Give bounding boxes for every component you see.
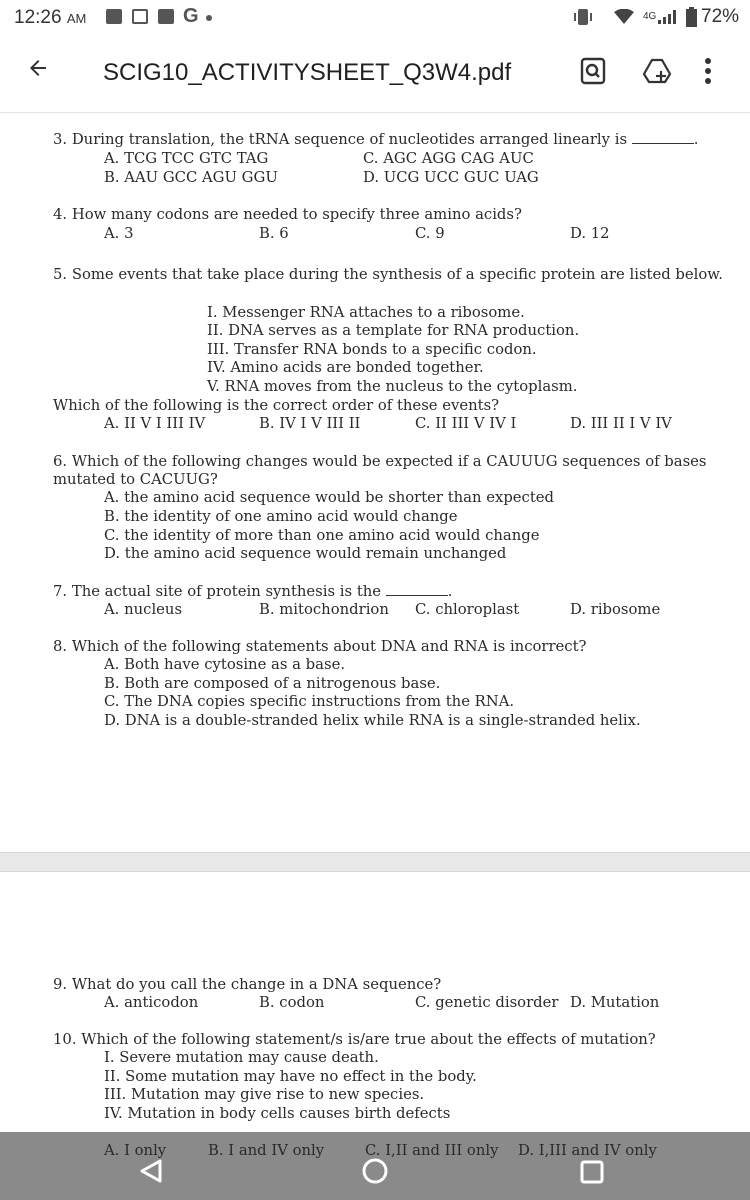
question-10-item: II. Some mutation may have no effect in the body. <box>104 1068 477 1085</box>
question-8-option-b: B. Both are composed of a nitrogenous base. <box>104 675 441 692</box>
question-3-stem: 3. During translation, the tRNA sequence of nucleotides arranged linearly is . <box>53 131 699 148</box>
question-4-option-a: A. 3 <box>104 225 134 242</box>
question-5-option-b: B. IV I V III II <box>259 415 361 432</box>
home-circle-icon[interactable] <box>361 1157 389 1185</box>
document-title: SCIG10_ACTIVITYSHEET_Q3W4.pdf <box>103 59 512 86</box>
app-toolbar <box>0 34 750 113</box>
question-4-option-b: B. 6 <box>259 225 289 242</box>
back-triangle-icon[interactable] <box>138 1158 164 1184</box>
question-5-event: II. DNA serves as a template for RNA production. <box>207 322 580 339</box>
wifi-icon <box>614 9 634 25</box>
status-time-value: 12:26 <box>14 7 62 28</box>
question-5-event: IV. Amino acids are bonded together. <box>207 359 484 376</box>
question-7-option-a: A. nucleus <box>104 601 183 618</box>
question-5-option-d: D. III II I V IV <box>570 415 672 432</box>
recents-square-icon[interactable] <box>579 1159 605 1185</box>
battery-icon <box>686 7 697 27</box>
question-10-stem: 10. Which of the following statement/s is/are true about the effects of mutation? <box>53 1031 656 1048</box>
network-type: 4G <box>643 11 657 22</box>
question-10-item: III. Mutation may give rise to new species. <box>104 1086 425 1103</box>
question-10-item: I. Severe mutation may cause death. <box>104 1049 379 1066</box>
question-5-prompt: Which of the following is the correct order of these events? <box>53 397 500 414</box>
question-6-stem-continued: mutated to CACUUG? <box>53 471 218 488</box>
question-9-option-c: C. genetic disorder <box>415 994 559 1011</box>
question-4-stem: 4. How many codons are needed to specify three amino acids? <box>53 206 522 223</box>
vibrate-icon <box>573 8 593 26</box>
question-7-option-c: C. chloroplast <box>415 601 520 618</box>
question-9-option-a: A. anticodon <box>104 994 199 1011</box>
question-9-option-b: B. codon <box>259 994 325 1011</box>
question-6-stem: 6. Which of the following changes would be expected if a CAUUUG sequences of bases <box>53 453 707 470</box>
photo-notification-icon <box>106 9 122 24</box>
status-time <box>14 7 86 29</box>
question-10-option-d: D. I,III and IV only <box>518 1142 657 1159</box>
question-8-option-c: C. The DNA copies specific instructions from the RNA. <box>104 693 515 710</box>
question-3-option-a: A. TCG TCC GTC TAG <box>104 150 269 167</box>
more-vert-icon[interactable] <box>701 56 715 86</box>
page-separator <box>0 852 750 872</box>
question-8-option-d: D. DNA is a double-stranded helix while RNA is a single-stranded helix. <box>104 712 641 729</box>
question-8-stem: 8. Which of the following statements about DNA and RNA is incorrect? <box>53 638 587 655</box>
signal-icon <box>657 9 679 25</box>
google-notification-icon: G <box>183 5 199 27</box>
question-3-option-b: B. AAU GCC AGU GGU <box>104 169 278 186</box>
question-3-option-c: C. AGC AGG CAG AUC <box>363 150 534 167</box>
question-4-option-d: D. 12 <box>570 225 610 242</box>
video-notification-icon <box>158 9 174 24</box>
question-6-option-b: B. the identity of one amino acid would change <box>104 508 458 525</box>
question-6-option-d: D. the amino acid sequence would remain unchanged <box>104 545 507 562</box>
question-6-option-a: A. the amino acid sequence would be shorter than expected <box>104 489 555 506</box>
question-5-stem: 5. Some events that take place during the synthesis of a specific protein are listed below. <box>53 266 723 283</box>
question-3-text: 3. During translation, the tRNA sequence of nucleotides arranged linearly is <box>53 131 628 148</box>
question-5-option-c: C. II III V IV I <box>415 415 517 432</box>
search-document-icon[interactable] <box>578 56 608 86</box>
status-bar <box>0 0 750 34</box>
answer-blank <box>632 131 694 144</box>
question-7-text: 7. The actual site of protein synthesis is the <box>53 583 382 600</box>
question-7-option-b: B. mitochondrion <box>259 601 389 618</box>
status-ampm: AM <box>66 11 87 26</box>
question-10-option-b: B. I and IV only <box>208 1142 325 1159</box>
question-9-stem: 9. What do you call the change in a DNA sequence? <box>53 976 442 993</box>
document-notification-icon <box>132 9 148 24</box>
question-8-option-a: A. Both have cytosine as a base. <box>104 656 346 673</box>
battery-percent: 72% <box>701 6 740 27</box>
question-10-option-a: A. I only <box>104 1142 167 1159</box>
answer-blank <box>386 583 448 596</box>
back-arrow-icon[interactable] <box>26 56 50 86</box>
question-3-option-d: D. UCG UCC GUC UAG <box>363 169 539 186</box>
question-10-item: IV. Mutation in body cells causes birth defects <box>104 1105 451 1122</box>
question-5-event: III. Transfer RNA bonds to a specific codon. <box>207 341 537 358</box>
question-4-option-c: C. 9 <box>415 225 445 242</box>
question-6-option-c: C. the identity of more than one amino acid would change <box>104 527 540 544</box>
question-9-option-d: D. Mutation <box>570 994 660 1011</box>
question-5-event: I. Messenger RNA attaches to a ribosome. <box>207 304 525 321</box>
question-7-option-d: D. ribosome <box>570 601 661 618</box>
add-to-drive-icon[interactable] <box>642 56 672 86</box>
question-5-event: V. RNA moves from the nucleus to the cytoplasm. <box>207 378 578 395</box>
more-notifications-dot-icon <box>206 15 212 21</box>
question-10-option-c: C. I,II and III only <box>365 1142 499 1159</box>
question-7-stem: 7. The actual site of protein synthesis is the . <box>53 583 453 600</box>
question-5-option-a: A. II V I III IV <box>104 415 206 432</box>
